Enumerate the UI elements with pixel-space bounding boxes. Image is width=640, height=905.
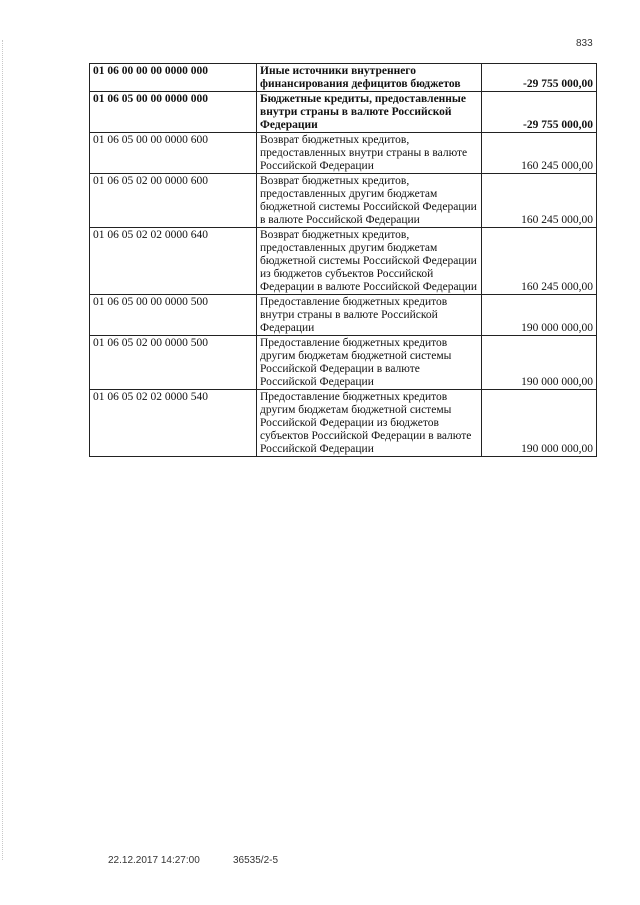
name-cell: Предоставление бюджетных кредитов другим бюджетам бюджетной системы Российской Федерации из бюджетов субъектов Российской Федерации в валюте Российской Федерации bbox=[257, 390, 482, 457]
amount-cell: 190 000 000,00 bbox=[482, 390, 597, 457]
name-cell: Возврат бюджетных кредитов, предоставленных внутри страны в валюте Российской Федерации bbox=[257, 133, 482, 174]
table-row bbox=[90, 295, 597, 336]
table-row bbox=[90, 92, 597, 133]
table-row bbox=[90, 133, 597, 174]
code-cell: 01 06 05 02 00 0000 500 bbox=[90, 336, 257, 390]
code-cell: 01 06 05 00 00 0000 600 bbox=[90, 133, 257, 174]
name-cell: Возврат бюджетных кредитов, предоставленных другим бюджетам бюджетной системы Российской Федерации в валюте Российской Федерации bbox=[257, 174, 482, 228]
name-cell: Предоставление бюджетных кредитов внутри страны в валюте Российской Федерации bbox=[257, 295, 482, 336]
scan-edge-artifact bbox=[2, 40, 4, 860]
code-cell: 01 06 05 02 00 0000 600 bbox=[90, 174, 257, 228]
amount-cell: 190 000 000,00 bbox=[482, 336, 597, 390]
table-row bbox=[90, 228, 597, 295]
code-cell: 01 06 05 00 00 0000 000 bbox=[90, 92, 257, 133]
amount-cell: 190 000 000,00 bbox=[482, 295, 597, 336]
code-cell: 01 06 05 02 02 0000 640 bbox=[90, 228, 257, 295]
code-cell: 01 06 05 00 00 0000 500 bbox=[90, 295, 257, 336]
amount-cell: -29 755 000,00 bbox=[482, 92, 597, 133]
table-row bbox=[90, 64, 597, 92]
table-row bbox=[90, 336, 597, 390]
footer-document-ref: 36535/2-5 bbox=[233, 855, 279, 866]
budget-sources-table bbox=[89, 63, 597, 457]
table-body bbox=[90, 64, 597, 457]
name-cell: Бюджетные кредиты, предоставленные внутри страны в валюте Российской Федерации bbox=[257, 92, 482, 133]
footer-datetime: 22.12.2017 14:27:00 bbox=[108, 855, 200, 866]
amount-cell: 160 245 000,00 bbox=[482, 133, 597, 174]
code-cell: 01 06 05 02 02 0000 540 bbox=[90, 390, 257, 457]
code-cell: 01 06 00 00 00 0000 000 bbox=[90, 64, 257, 92]
page-number: 833 bbox=[576, 38, 593, 49]
amount-cell: 160 245 000,00 bbox=[482, 228, 597, 295]
table-row bbox=[90, 390, 597, 457]
name-cell: Иные источники внутреннего финансирования дефицитов бюджетов bbox=[257, 64, 482, 92]
amount-cell: -29 755 000,00 bbox=[482, 64, 597, 92]
amount-cell: 160 245 000,00 bbox=[482, 174, 597, 228]
table-row bbox=[90, 174, 597, 228]
name-cell: Возврат бюджетных кредитов, предоставленных другим бюджетам бюджетной системы Российской Федерации из бюджетов субъектов Российской Федерации в валюте Российской Федерации bbox=[257, 228, 482, 295]
name-cell: Предоставление бюджетных кредитов другим бюджетам бюджетной системы Российской Федерации в валюте Российской Федерации bbox=[257, 336, 482, 390]
